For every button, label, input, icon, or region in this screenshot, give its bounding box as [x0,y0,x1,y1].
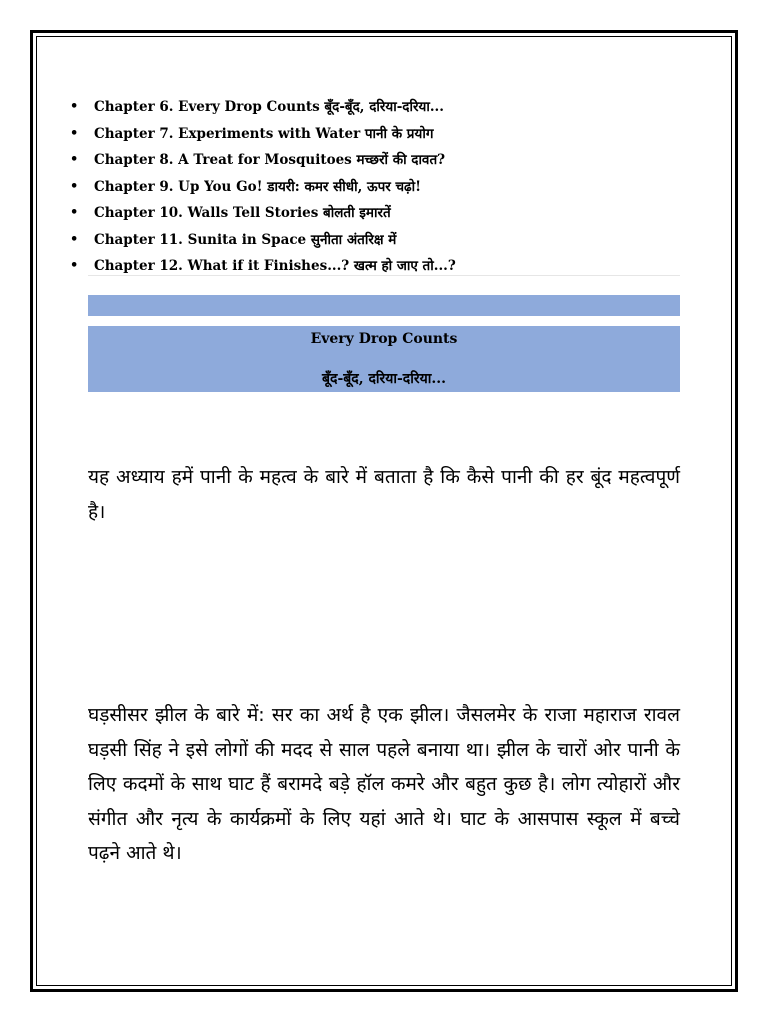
bullet-icon: • [70,152,79,167]
bullet-icon: • [70,178,79,194]
chapter-title-hindi: बूँद-बूँद, दरिया-दरिया... [322,371,446,387]
chapter-label: Chapter 6. Every Drop Counts बूँद-बूँद, दरिया-दरिया... [94,99,444,115]
chapter-list-item [70,147,680,174]
bullet-icon: • [70,258,79,273]
header-band [88,295,680,316]
chapter-label: Chapter 8. A Treat for Mosquitoes मच्छरों की दावत? [94,152,446,168]
ghadsisar-paragraph: घड़सीसर झील के बारे में: सर का अर्थ है एक झील। जैसलमेर के राजा महाराज रावल घड़सी सिंह ने इसे लोगों की मदद से साल पहले बनाया था। झील के चारों ओर पानी के लिए कदमों के साथ घाट हैं बरामदे बड़े हॉल कमरे और बहुत कुछ है। लोग त्योहारों और संगीत और नृत्य के कार्यक्रमों के लिए यहां आते थे। घाट के आसपास स्कूल में बच्चे पढ़ने आते थे। [88,704,680,864]
bullet-icon: • [70,205,79,220]
chapter-list-item [70,227,680,254]
chapter-label: Chapter 9. Up You Go! डायरी: कमर सीधी, ऊपर चढ़ो! [94,178,422,195]
chapter-list [70,94,680,280]
bullet-icon: • [70,125,79,141]
chapter-label: Chapter 10. Walls Tell Stories बोलती इमारतें [94,205,391,221]
chapter-list-item [70,200,680,227]
chapter-list-item [70,174,680,201]
chapter-label: Chapter 11. Sunita in Space सुनीता अंतरिक्ष में [94,231,397,248]
chapter-title-band [88,326,680,392]
chapter-label: Chapter 12. What if it Finishes...? खत्म हो जाए तो...? [94,258,456,274]
chapter-list-item [70,121,680,148]
bullet-icon: • [70,231,79,247]
bullet-icon: • [70,99,79,114]
chapter-label: Chapter 7. Experiments with Water पानी के प्रयोग [94,125,434,142]
list-divider [88,275,680,276]
chapter-title-english: Every Drop Counts [310,331,458,347]
chapter-list-item [70,94,680,121]
intro-paragraph: यह अध्याय हमें पानी के महत्व के बारे में बताता है कि कैसे पानी की हर बूंद महत्वपूर्ण है। [88,466,680,523]
